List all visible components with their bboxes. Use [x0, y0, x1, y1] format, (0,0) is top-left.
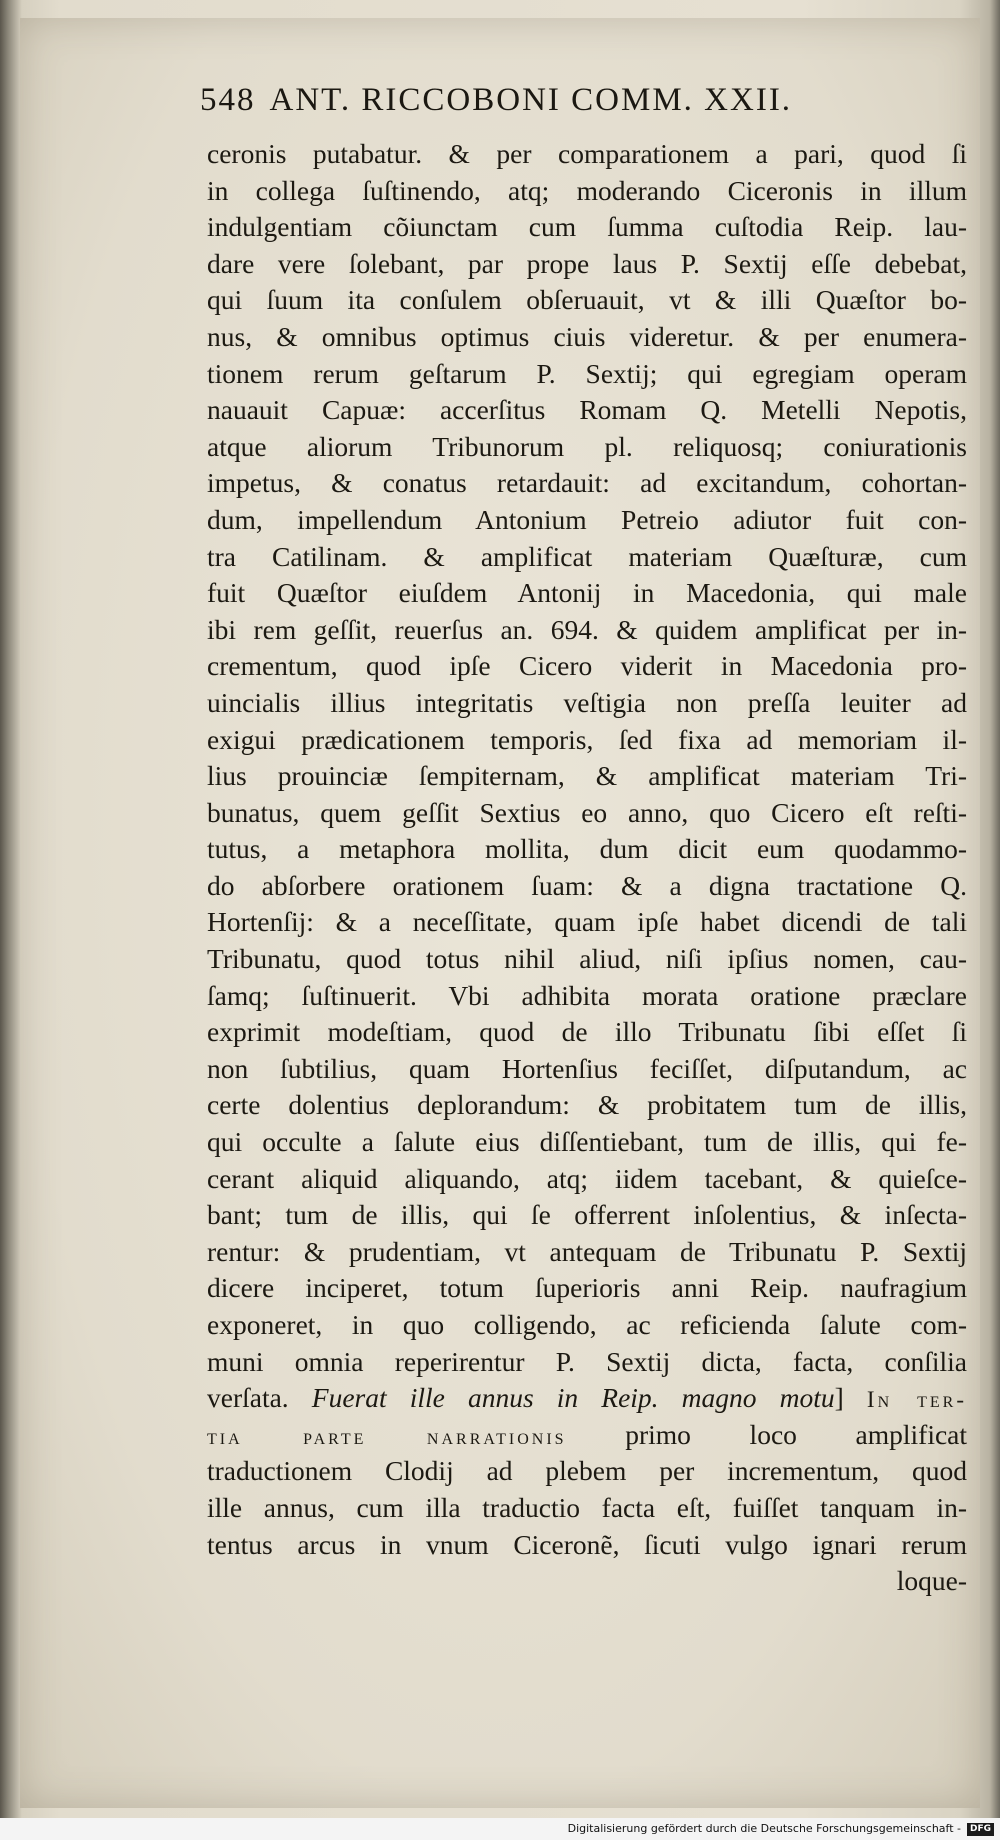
text-line-rest: primo loco amplificat — [625, 1418, 968, 1450]
text-line: certe dolentius deplorandum: & probitatem tum de illis, — [207, 1089, 967, 1121]
page-number: 548 — [200, 82, 256, 118]
text-line: Tribunatu, quod totus nihil aliud, niſi ipſius nomen, cau- — [207, 943, 967, 975]
text-line: nauauit Capuæ: accerſitus Romam Q. Metelli Nepotis, — [207, 394, 967, 426]
text-line: do abſorbere orationem ſuam: & a digna tractatione Q. — [207, 869, 967, 901]
funding-credit: Digitalisierung gefördert durch die Deutsche Forschungsgemeinschaft - — [567, 1822, 961, 1835]
text-line: crementum, quod ipſe Cicero viderit in Macedonia pro- — [207, 650, 967, 682]
text-line: tentus arcus in vnum Ciceronẽ, ſicuti vulgo ignari rerum — [207, 1528, 967, 1560]
text-line: cerant aliquid aliquando, atq; iidem tacebant, & quieſce- — [207, 1162, 967, 1194]
text-line: Hortenſij: & a neceſſitate, quam ipſe habet dicendi de tali — [207, 906, 967, 938]
digitization-footer — [0, 1818, 1000, 1840]
lemma-bracket: ] — [834, 1382, 844, 1414]
text-line: ille annus, cum illa traductio facta eſt, fuiſſet tanquam in- — [207, 1491, 967, 1523]
text-line: non ſubtilius, quam Hortenſius feciſſet, diſputandum, ac — [207, 1052, 967, 1084]
text-line: muni omnia reperirentur P. Sextij dicta, facta, conſilia — [207, 1345, 967, 1377]
running-head — [200, 82, 960, 119]
text-line: impetus, & conatus retardauit: ad excitandum, cohortan- — [207, 467, 967, 499]
text-line: in collega ſuſtinendo, atq; moderando Ciceronis in illum — [207, 174, 967, 206]
text-line: ceronis putabatur. & per comparationem a pari, quod ſi — [207, 138, 967, 169]
text-line: dare vere ſolebant, par prope laus P. Sextij eſſe debebat, — [207, 247, 967, 279]
text-line: tionem rerum geſtarum P. Sextij; qui egregiam operam — [207, 357, 967, 389]
text-line: exprimit modeſtiam, quod de illo Tribunatu ſibi eſſet ſi — [207, 1016, 967, 1048]
text-line: tra Catilinam. & amplificat materiam Quæſturæ, cum — [207, 540, 967, 572]
section-heading-end: tia parte narrationis — [207, 1423, 567, 1449]
text-line: exigui prædicationem temporis, ſed fixa ad memoriam il- — [207, 723, 967, 755]
text-line: atque aliorum Tribunorum pl. reliquosq; coniurationis — [207, 430, 967, 462]
text-line: bunatus, quem geſſit Sextius eo anno, quo Cicero eſt reſti- — [207, 796, 967, 828]
text-line: dicere inciperet, totum ſuperioris anni Reip. naufragium — [207, 1272, 967, 1304]
section-heading-start: In ter- — [866, 1387, 967, 1413]
text-line: fuit Quæſtor eiuſdem Antonij in Macedonia, qui male — [207, 577, 967, 609]
text-line: lius prouinciæ ſempiternam, & amplificat materiam Tri- — [207, 760, 967, 792]
running-title: ANT. RICCOBONI COMM. XXII. — [269, 82, 793, 118]
text-line — [207, 1417, 967, 1454]
text-line: indulgentiam cõiunctam cum ſumma cuſtodia Reip. lau- — [207, 211, 967, 243]
text-line: dum, impellendum Antonium Petreio adiutor fuit con- — [207, 503, 967, 535]
body-text — [207, 136, 967, 1600]
text-line: rentur: & prudentiam, vt antequam de Tribunatu P. Sextij — [207, 1235, 967, 1267]
text-line: traductionem Clodij ad plebem per incrementum, quod — [207, 1455, 967, 1487]
text-line: qui ſuum ita conſulem obſeruauit, vt & illi Quæſtor bo- — [207, 284, 967, 316]
text-line-start: verſata. — [207, 1382, 289, 1414]
text-line: exponeret, in quo colligendo, ac reficienda ſalute com- — [207, 1309, 967, 1340]
text-line: qui occulte a ſalute eius diſſentiebant, tum de illis, qui fe- — [207, 1126, 967, 1158]
text-line: uincialis illius integritatis veſtigia non preſſa leuiter ad — [207, 686, 967, 718]
text-line: bant; tum de illis, qui ſe offerrent inſolentius, & inſecta- — [207, 1199, 967, 1231]
text-line: nus, & omnibus optimus ciuis videretur. & per enumera- — [207, 320, 967, 352]
text-line: tutus, a metaphora mollita, dum dicit eum quodammo- — [207, 833, 967, 865]
catchword: loque- — [896, 1565, 967, 1597]
text-line: ibi rem geſſit, reuerſus an. 694. & quidem amplificat per in- — [207, 613, 967, 645]
lemma-line — [207, 1380, 967, 1417]
lemma-quotation: Fuerat ille annus in Reip. magno motu — [311, 1382, 835, 1414]
text-line: ſamq; ſuſtinuerit. Vbi adhibita morata oratione præclare — [207, 979, 967, 1011]
dfg-logo: DFG — [967, 1823, 994, 1836]
